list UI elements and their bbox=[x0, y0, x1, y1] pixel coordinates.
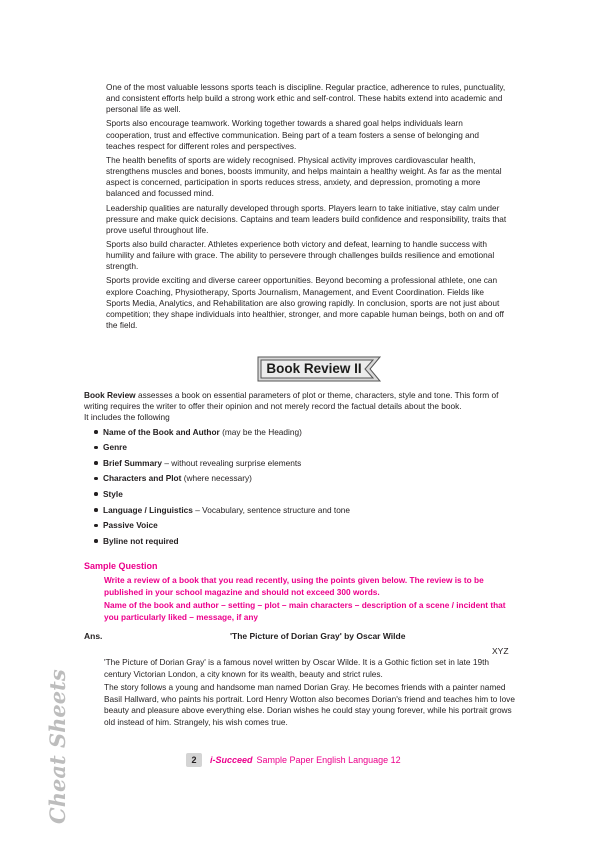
definition-text: assesses a book on essential parameters of plot or theme, characters, style and tone. This form of writing requires the writer to offer their opinion and not merely record the factual details about the book. bbox=[84, 390, 499, 412]
paragraph: The health benefits of sports are widely recognised. Physical activity improves cardiovascular health, strengthens muscles and bones, boosts immunity, and helps maintain a healthy weight. As far as the mental aspect is concerned, participation in sports reduces stress, anxiety, and depression, promoting a more balanced and focussed mind. bbox=[106, 154, 502, 199]
page-number: 2 bbox=[186, 753, 202, 767]
paragraph: The story follows a young and handsome man named Dorian Gray. He becomes friends with a painter named Basil Hallward, who paints his portrait. Lord Henry Wotton also becomes Dorian's friend and teaches him to love beauty and pleasure above everything else. Dorian wishes he could stay young forever, while his portrait grows old instead of him. Strangely, his wish comes true. bbox=[104, 682, 515, 727]
section-heading-banner bbox=[256, 354, 382, 384]
logo-text: Cheat Sheets bbox=[45, 669, 70, 824]
item-bold: Language / Linguistics bbox=[103, 504, 193, 515]
list-item bbox=[94, 536, 518, 547]
bullet-icon bbox=[94, 446, 98, 450]
includes-intro: It includes the following bbox=[84, 412, 170, 423]
sample-question-label: Sample Question bbox=[84, 561, 158, 571]
question-line: Name of the book and author – setting – plot – main characters – description of a scene / incident that you particularly liked – message, if any bbox=[104, 600, 506, 622]
item-bold: Genre bbox=[103, 442, 127, 453]
question-text bbox=[104, 574, 516, 624]
paragraph: Sports also encourage teamwork. Working together towards a shared goal helps individuals learn cooperation, trust and effective communication. Being part of a team fosters a sense of belonging and teaches respect for different roles and perspectives. bbox=[106, 118, 479, 151]
item-bold: Name of the Book and Author bbox=[103, 426, 220, 437]
definition bbox=[84, 390, 518, 412]
definition-term: Book Review bbox=[84, 390, 136, 400]
list-item bbox=[94, 520, 518, 531]
item-bold: Brief Summary bbox=[103, 457, 163, 468]
bullet-icon bbox=[94, 477, 98, 481]
list-item bbox=[94, 489, 518, 500]
paragraph: Sports provide exciting and diverse career opportunities. Beyond becoming a professional athlete, one can explore Coaching, Physiotherapy, Sports Journalism, Management, and Event Coordination. Fields like Sports Media, Analytics, and Rehabilitation are also growing rapidly. In conclusion, sports are not just about competition; they shape individuals into healthier, stronger, and more capable human beings, both on and off the field. bbox=[106, 275, 504, 330]
bullet-icon bbox=[94, 430, 98, 434]
page-footer bbox=[186, 752, 401, 768]
item-bold: Style bbox=[103, 488, 123, 499]
section-heading: Book Review II bbox=[266, 361, 362, 376]
paragraph: Leadership qualities are naturally developed through sports. Players learn to take initiative, stay calm under pressure and make quick decisions. Captains and team leaders build confidence and responsibility, traits that prove useful throughout life. bbox=[106, 202, 507, 235]
bullet-icon bbox=[94, 539, 98, 543]
byline: XYZ bbox=[492, 646, 509, 656]
footer-brand: i-Succeed bbox=[210, 755, 253, 765]
bullet-icon bbox=[94, 508, 98, 512]
item-text: – without revealing surprise elements bbox=[162, 457, 302, 468]
paragraph: One of the most valuable lessons sports teach is discipline. Regular practice, adherence to rules, punctuality, and consistent efforts help build a strong work ethic and self-control. These habits extend into academic and personal life as well. bbox=[106, 82, 506, 115]
book-review-section bbox=[84, 390, 518, 551]
list-item bbox=[94, 442, 518, 453]
item-bold: Passive Voice bbox=[103, 520, 158, 531]
list-item bbox=[94, 505, 518, 516]
answer-label: Ans. bbox=[84, 631, 103, 641]
intro-text bbox=[106, 82, 510, 334]
item-text: (where necessary) bbox=[181, 473, 252, 484]
bullet-icon bbox=[94, 461, 98, 465]
item-text: (may be the Heading) bbox=[219, 426, 302, 437]
cheat-sheets-logo bbox=[42, 669, 74, 824]
paragraph: 'The Picture of Dorian Gray' is a famous novel written by Oscar Wilde. It is a Gothic fiction set in late 19th century Victorian London, a city known for its wealth, beauty and strict rules. bbox=[104, 657, 489, 679]
question-line: Write a review of a book that you read recently, using the points given below. The review is to be published in your school magazine and should not exceed 300 words. bbox=[104, 575, 484, 597]
bullet-list bbox=[84, 427, 518, 547]
bullet-icon bbox=[94, 524, 98, 528]
item-bold: Byline not required bbox=[103, 535, 179, 546]
answer-text bbox=[104, 657, 518, 730]
item-text: – Vocabulary, sentence structure and tone bbox=[192, 504, 351, 515]
paragraph: Sports also build character. Athletes experience both victory and defeat, learning to handle success with humility and failure with grace. The ability to persevere through challenges builds resilience and emotional strength. bbox=[106, 238, 495, 272]
footer-title: Sample Paper English Language 12 bbox=[256, 755, 401, 765]
list-item bbox=[94, 427, 518, 438]
bullet-icon bbox=[94, 492, 98, 496]
item-bold: Characters and Plot bbox=[103, 473, 182, 484]
answer-title: 'The Picture of Dorian Gray' by Oscar Wilde bbox=[230, 631, 406, 641]
list-item bbox=[94, 458, 518, 469]
list-item bbox=[94, 473, 518, 484]
